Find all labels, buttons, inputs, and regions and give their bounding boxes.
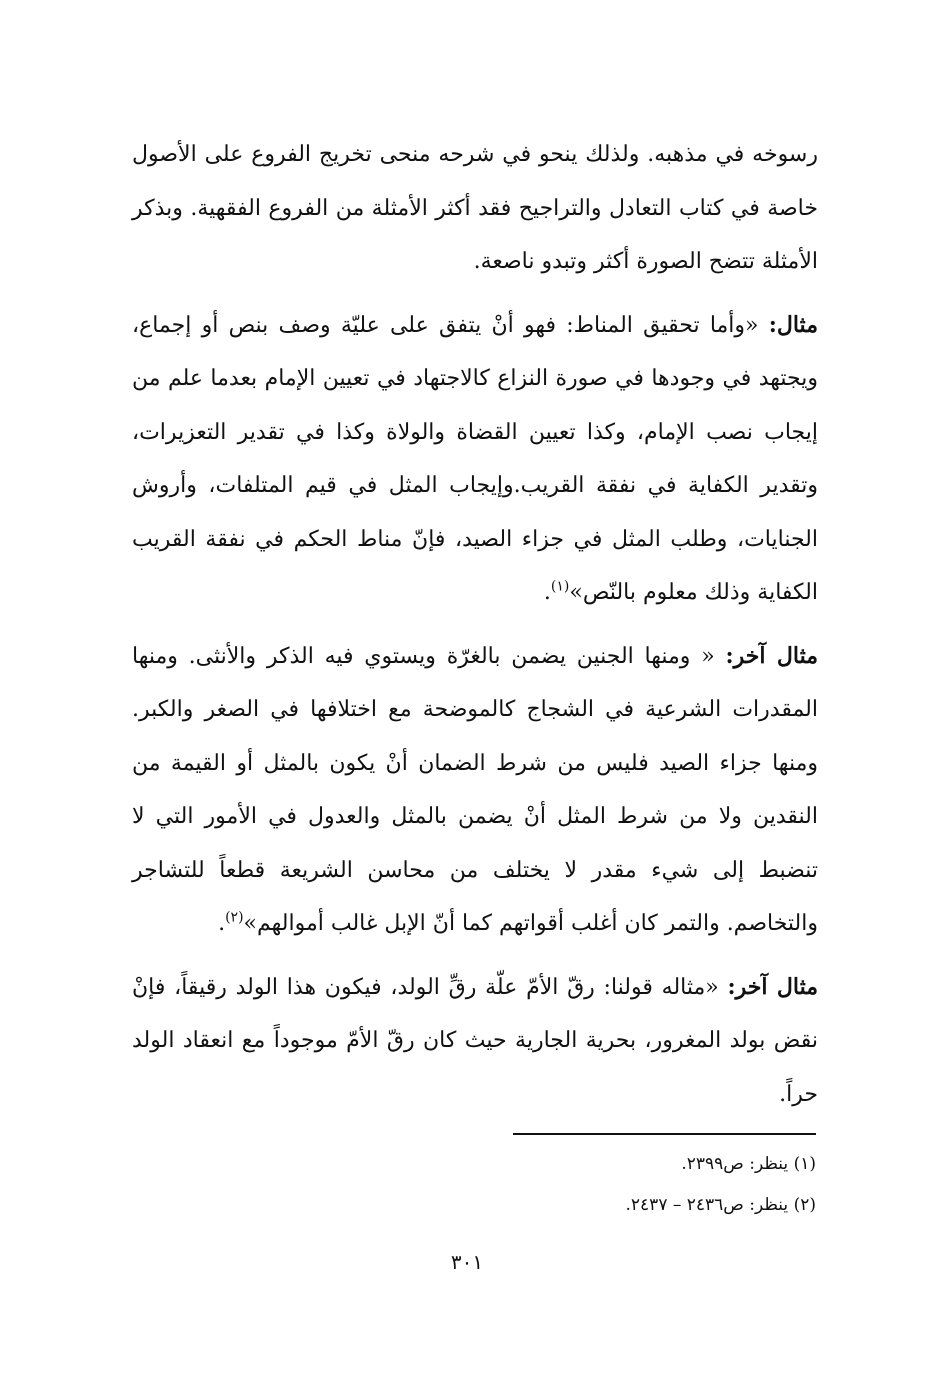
sentence-end: . <box>218 911 226 936</box>
example-text: «مثاله قولنا: رقّ الأمّ علّة رقِّ الولد، فيكون هذا الولد رقيقاً، فإنْ نقض بولد المغرور، بحرية الجارية حيث كان رقّ الأمّ موجوداً مع انعقاد الولد حراً. <box>132 974 818 1107</box>
example-text: « ومنها الجنين يضمن بالغرّة ويستوي فيه الذكر والأنثى. ومنها المقدرات الشرعية في الشجاج كالموضحة مع اختلافها في الصغر والكبر. ومنها جزاء الصيد فليس من شرط الضمان أنْ يكون بالمثل أو القيمة من النقدين ولا من شرط المثل أنْ يضمن بالمثل والعدول في الأمور التي لا تنضبط إلى شيء مقدر لا يختلف من محاسن الشريعة قطعاً للتشاجر والتخاصم. والتمر كان أغلب أقواتهم كما أنّ الإبل غالب أموالهم» <box>132 643 818 936</box>
footnote-ref-2[interactable]: (٢) <box>225 909 244 926</box>
footnote-1: (١) ينظر: ص٢٣٩٩. <box>681 1154 816 1174</box>
footnotes <box>480 1147 816 1229</box>
sentence-end: . <box>543 580 551 605</box>
paragraph-intro <box>132 128 818 289</box>
page-number: ٣٠١ <box>450 1250 484 1274</box>
footnote-separator <box>513 1133 816 1135</box>
paragraph-example-2 <box>132 630 818 951</box>
example-label: مثال: <box>768 311 818 338</box>
paragraph-example-3 <box>132 961 818 1122</box>
footnote-ref-1[interactable]: (١) <box>550 578 570 595</box>
footnote-2: (٢) ينظر: ص٢٤٣٦ – ٢٤٣٧. <box>625 1195 816 1215</box>
main-text <box>132 128 818 1131</box>
paragraph-intro-text: رسوخه في مذهبه. ولذلك ينحو في شرحه منحى تخريج الفروع على الأصول خاصة في كتاب التعادل والتراجيح فقد أكثر الأمثلة من الفروع الفقهية. وبذكر الأمثلة تتضح الصورة أكثر وتبدو ناصعة. <box>132 142 818 274</box>
example-text: «وأما تحقيق المناط: فهو أنْ يتفق على عليّة وصف بنص أو إجماع، ويجتهد في وجودها في صورة النزاع كالاجتهاد في تعيين الإمام بعدما علم من إيجاب نصب الإمام، وكذا تعيين القضاة والولاة وكذا في تقدير التعزيرات، وتقدير الكفاية في نفقة القريب.وإيجاب المثل في قيم المتلفات، وأروش الجنايات، وطلب المثل في جزاء الصيد، فإنّ مناط الحكم في نفقة القريب الكفاية وذلك معلوم بالنّص» <box>132 312 818 605</box>
example-label: مثال آخر: <box>727 973 819 1000</box>
paragraph-example-1 <box>132 299 818 620</box>
example-label: مثال آخر: <box>725 642 818 669</box>
